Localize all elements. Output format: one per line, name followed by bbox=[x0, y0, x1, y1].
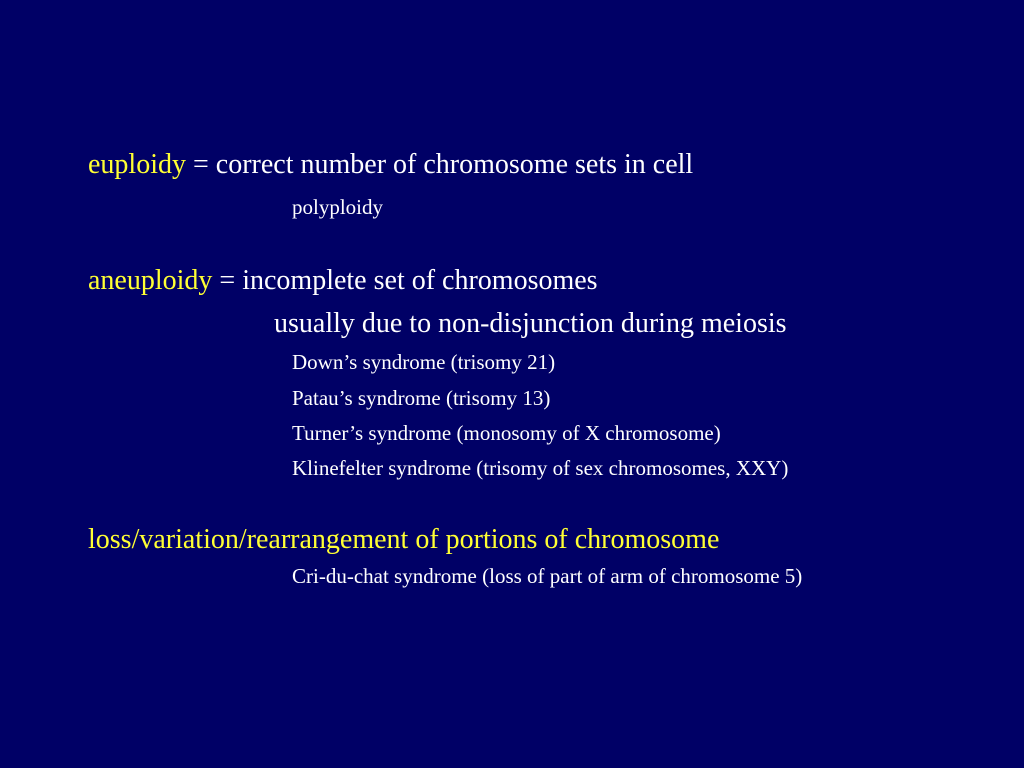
aneuploidy-example-item: Patau’s syndrome (trisomy 13) bbox=[292, 386, 551, 410]
rearrangement-example-item: Cri-du-chat syndrome (loss of part of arm of chromosome 5) bbox=[292, 564, 803, 588]
aneuploidy-example-item: Down’s syndrome (trisomy 21) bbox=[292, 350, 556, 374]
rearrangement-heading: loss/variation/rearrangement of portions of chromosome bbox=[88, 524, 720, 555]
euploidy-example: polyploidy bbox=[292, 195, 384, 219]
euploidy-definition: = correct number of chromosome sets in cell bbox=[186, 149, 694, 180]
aneuploidy-example-item: Klinefelter syndrome (trisomy of sex chromosomes, XXY) bbox=[292, 456, 789, 480]
aneuploidy-line bbox=[88, 267, 598, 295]
aneuploidy-cause: usually due to non-disjunction during meiosis bbox=[274, 308, 787, 339]
euploidy-line bbox=[88, 151, 693, 179]
aneuploidy-example-item: Turner’s syndrome (monosomy of X chromosome) bbox=[292, 421, 721, 445]
aneuploidy-definition: = incomplete set of chromosomes bbox=[212, 265, 598, 296]
aneuploidy-term: aneuploidy bbox=[88, 265, 213, 296]
euploidy-term: euploidy bbox=[88, 149, 186, 180]
